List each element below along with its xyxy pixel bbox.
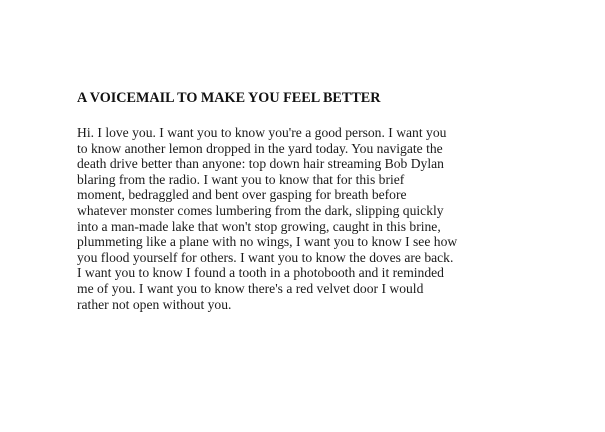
poem-line: me of you. I want you to know there's a red velvet door I would <box>77 280 424 296</box>
poem-line: plummeting like a plane with no wings, I want you to know I see how <box>77 234 458 250</box>
poem-line: moment, bedraggled and bent over gasping for breath before <box>77 187 407 203</box>
poem-body <box>77 125 457 312</box>
poem-title: A VOICEMAIL TO MAKE YOU FEEL BETTER <box>77 90 381 106</box>
poem-line: you flood yourself for others. I want you to know the doves are back. <box>77 249 454 265</box>
poem-line: rather not open without you. <box>77 296 232 312</box>
poem-line: I want you to know I found a tooth in a photobooth and it reminded <box>77 265 444 281</box>
poem-line: Hi. I love you. I want you to know you're a good person. I want you <box>77 125 447 140</box>
poem-line: whatever monster comes lumbering from the dark, slipping quickly <box>77 202 444 218</box>
poem-line: death drive better than anyone: top down hair streaming Bob Dylan <box>77 156 444 172</box>
poem-line: blaring from the radio. I want you to know that for this brief <box>77 171 405 187</box>
poem-line: into a man-made lake that won't stop growing, caught in this brine, <box>77 218 441 234</box>
poem-line: to know another lemon dropped in the yard today. You navigate the <box>77 140 443 156</box>
